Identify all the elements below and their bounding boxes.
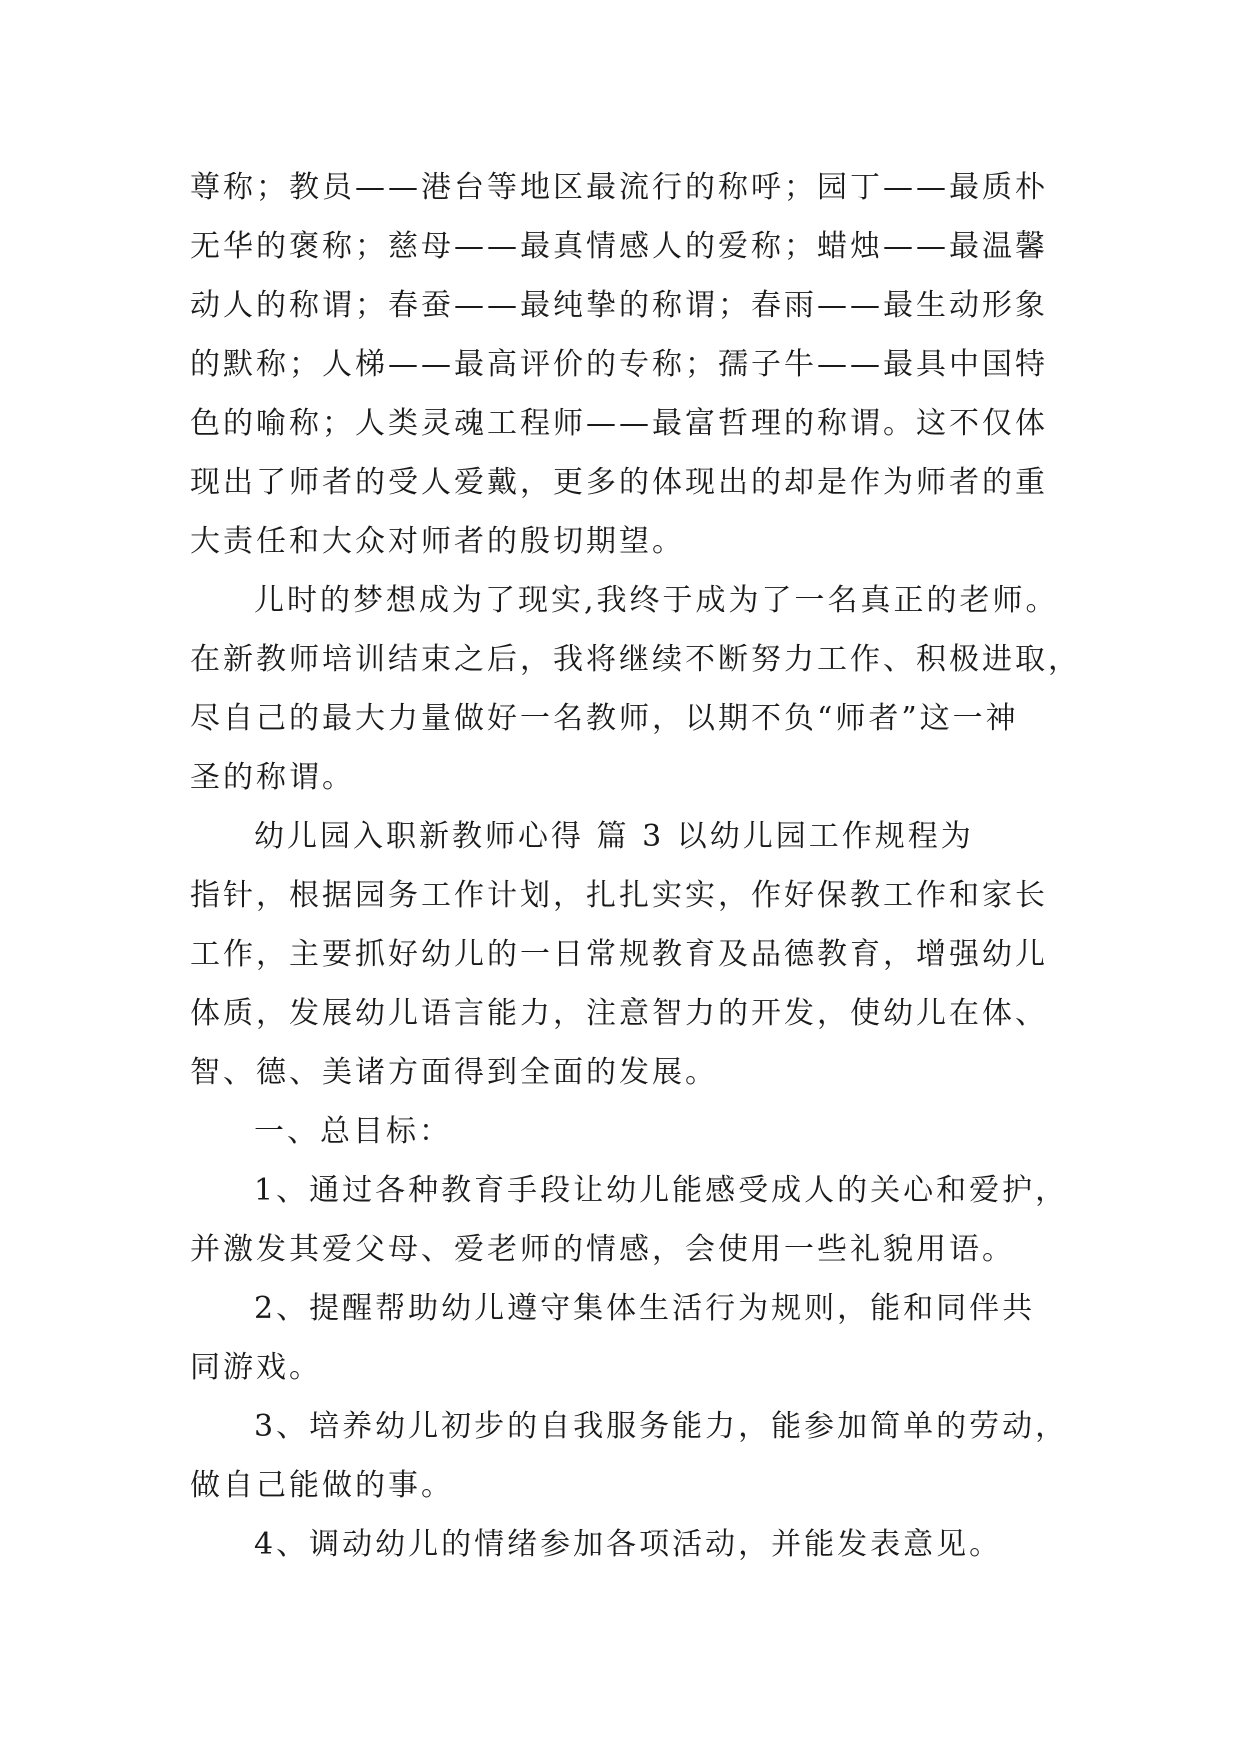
text-line: 指针，根据园务工作计划，扎扎实实，作好保教工作和家长: [190, 878, 1048, 913]
text-line: 色的喻称；人类灵魂工程师——最富哲理的称谓。这不仅体: [190, 406, 1048, 441]
text-line: 无华的褒称；慈母——最真情感人的爱称；蜡烛——最温馨: [190, 229, 1048, 264]
text-line: 现出了师者的受人爱戴，更多的体现出的却是作为师者的重: [190, 465, 1048, 500]
goal-item-3: 3、培养幼儿初步的自我服务能力，能参加简单的劳动，: [254, 1409, 1069, 1444]
document-body: [190, 158, 1081, 1574]
text-line: 智、德、美诸方面得到全面的发展。: [190, 1055, 718, 1090]
text-line: 的默称；人梯——最高评价的专称；孺子牛——最具中国特: [190, 347, 1048, 382]
text-line: 大责任和大众对师者的殷切期望。: [190, 524, 685, 559]
text-line: 尊称；教员——港台等地区最流行的称呼；园丁——最质朴: [190, 170, 1048, 205]
text-line: 圣的称谓。: [190, 760, 355, 795]
text-line: 在新教师培训结束之后，我将继续不断努力工作、积极进取，: [190, 642, 1081, 677]
paragraph-start-line: 儿时的梦想成为了现实,我终于成为了一名真正的老师。: [254, 583, 1059, 618]
text-line: 体质，发展幼儿语言能力，注意智力的开发，使幼儿在体、: [190, 996, 1048, 1031]
section-heading-line: 幼儿园入职新教师心得 篇 3 以幼儿园工作规程为: [254, 819, 974, 854]
goal-item-2: 2、提醒帮助幼儿遵守集体生活行为规则，能和同伴共: [254, 1291, 1036, 1326]
goal-item-4: 4、调动幼儿的情绪参加各项活动，并能发表意见。: [254, 1527, 1003, 1562]
text-line: 同游戏。: [190, 1350, 322, 1385]
text-line: 做自己能做的事。: [190, 1468, 454, 1503]
text-line: 动人的称谓；春蚕——最纯挚的称谓；春雨——最生动形象: [190, 288, 1048, 323]
goal-item-1: 1、通过各种教育手段让幼儿能感受成人的关心和爱护，: [254, 1173, 1069, 1208]
text-line: 尽自己的最大力量做好一名教师，以期不负“师者”这一神: [190, 701, 1019, 736]
text-line: 并激发其爱父母、爱老师的情感，会使用一些礼貌用语。: [190, 1232, 1015, 1267]
goal-heading: 一、总目标：: [254, 1114, 452, 1149]
text-line: 工作，主要抓好幼儿的一日常规教育及品德教育，增强幼儿: [190, 937, 1048, 972]
